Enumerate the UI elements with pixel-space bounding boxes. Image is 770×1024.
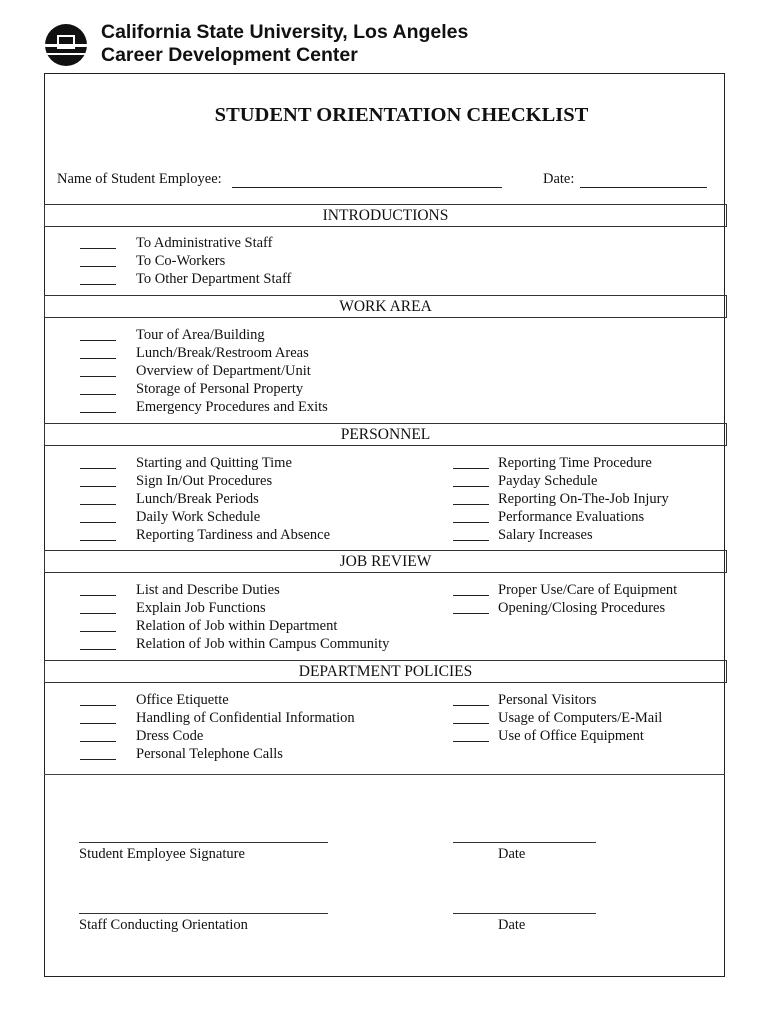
check-blank[interactable]	[80, 358, 116, 359]
student-date-field[interactable]	[453, 842, 596, 843]
check-blank[interactable]	[80, 486, 116, 487]
check-blank[interactable]	[80, 540, 116, 541]
check-blank[interactable]	[453, 468, 489, 469]
staff-date-label: Date	[498, 917, 526, 933]
check-blank[interactable]	[80, 595, 116, 596]
section-divider	[44, 774, 725, 775]
check-blank[interactable]	[80, 705, 116, 706]
check-blank[interactable]	[453, 723, 489, 724]
section-heading-introductions: INTRODUCTIONS	[44, 204, 727, 227]
check-blank[interactable]	[80, 468, 116, 469]
staff-signature-label: Staff Conducting Orientation	[79, 917, 248, 933]
date-label: Date:	[543, 171, 575, 187]
section-heading-personnel: PERSONNEL	[44, 423, 727, 446]
section-heading-job-review: JOB REVIEW	[44, 550, 727, 573]
organization-name	[101, 21, 468, 67]
check-blank[interactable]	[80, 759, 116, 760]
check-blank[interactable]	[80, 394, 116, 395]
org-line-2: Career Development Center	[101, 44, 358, 66]
staff-date-field[interactable]	[453, 913, 596, 914]
staff-signature-field[interactable]	[79, 913, 328, 914]
check-blank[interactable]	[453, 504, 489, 505]
check-blank[interactable]	[453, 613, 489, 614]
check-blank[interactable]	[80, 613, 116, 614]
check-blank[interactable]	[80, 284, 116, 285]
student-signature-label: Student Employee Signature	[79, 846, 245, 862]
check-blank[interactable]	[80, 340, 116, 341]
check-blank[interactable]	[80, 248, 116, 249]
check-blank[interactable]	[453, 595, 489, 596]
check-blank[interactable]	[80, 741, 116, 742]
check-blank[interactable]	[80, 631, 116, 632]
name-label: Name of Student Employee:	[57, 171, 222, 187]
section-heading-department-policies: DEPARTMENT POLICIES	[44, 660, 727, 683]
check-blank[interactable]	[453, 522, 489, 523]
check-blank[interactable]	[80, 266, 116, 267]
check-blank[interactable]	[453, 705, 489, 706]
check-blank[interactable]	[80, 376, 116, 377]
name-field[interactable]	[232, 187, 502, 188]
check-blank[interactable]	[453, 741, 489, 742]
check-blank[interactable]	[453, 540, 489, 541]
university-logo-icon	[44, 23, 88, 67]
check-blank[interactable]	[80, 723, 116, 724]
check-blank[interactable]	[453, 486, 489, 487]
form-title: STUDENT ORIENTATION CHECKLIST	[214, 104, 589, 126]
check-blank[interactable]	[80, 504, 116, 505]
check-blank[interactable]	[80, 649, 116, 650]
student-signature-field[interactable]	[79, 842, 328, 843]
check-blank[interactable]	[80, 522, 116, 523]
date-field[interactable]	[580, 187, 707, 188]
student-date-label: Date	[498, 846, 526, 862]
check-blank[interactable]	[80, 412, 116, 413]
org-line-1: California State University, Los Angeles	[101, 21, 469, 43]
section-heading-work-area: WORK AREA	[44, 295, 727, 318]
